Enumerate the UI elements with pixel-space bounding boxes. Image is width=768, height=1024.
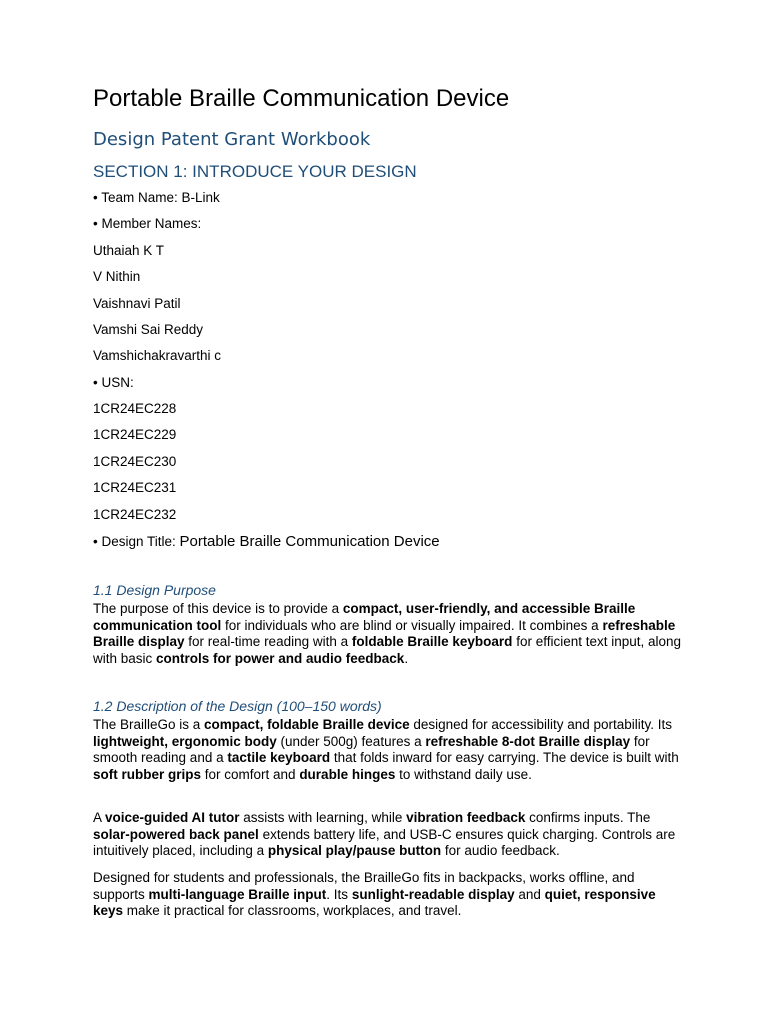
text-run: Designed for students and professionals, the BrailleGo fits in backpacks, works offline, and supports — [93, 870, 635, 902]
bold-run: tactile keyboard — [227, 750, 331, 766]
member-name: Vaishnavi Patil — [93, 296, 181, 311]
bold-run: refreshable Braille display — [93, 617, 676, 650]
bold-run: durable hinges — [299, 767, 396, 783]
usn-value: 1CR24EC232 — [93, 507, 177, 522]
bold-run: sunlight-readable display — [351, 886, 515, 902]
text-run: The purpose of this device is to provide a — [93, 601, 343, 616]
usn-value: 1CR24EC229 — [93, 427, 177, 442]
text-run: . Its — [326, 886, 352, 902]
member-name: Vamshichakravarthi c — [93, 348, 222, 363]
design-title-line — [93, 533, 440, 550]
bold-run: compact, foldable Braille device — [204, 717, 410, 732]
text-run: for efficient text input, along with basic — [93, 634, 682, 667]
description-paragraph-2 — [93, 810, 683, 860]
text-run: assists with learning, while — [239, 810, 407, 825]
bold-run: foldable Braille keyboard — [351, 634, 513, 650]
member-name: V Nithin — [93, 269, 141, 284]
text-run: extends battery life, and USB-C ensures quick charging. Controls are intuitively placed, including a — [93, 826, 676, 859]
text-run: (under 500g) features a — [276, 733, 426, 749]
bold-run: controls for power and audio feedback — [156, 651, 405, 667]
design-title-value: Portable Braille Communication Device — [179, 533, 440, 550]
text-run: for individuals who are blind or visually impaired. It combines a — [221, 617, 603, 633]
member-name: Vamshi Sai Reddy — [93, 322, 204, 337]
bold-run: solar-powered back panel — [93, 826, 259, 842]
usn-value: 1CR24EC231 — [93, 480, 177, 495]
text-run: and — [514, 886, 545, 902]
text-run: designed for accessibility and portability. Its — [409, 717, 673, 732]
bold-run: compact, user-friendly, and accessible Braille communication tool — [93, 601, 636, 633]
team-name-line: • Team Name: B-Link — [93, 190, 220, 205]
bold-run: multi-language Braille input — [148, 886, 327, 902]
bold-run: refreshable 8-dot Braille display — [425, 733, 631, 749]
bold-run: quiet, responsive keys — [93, 886, 656, 919]
usn-value: 1CR24EC230 — [93, 454, 177, 469]
text-run: for real-time reading with a — [184, 634, 352, 650]
bold-run: lightweight, ergonomic body — [93, 733, 277, 749]
description-paragraph-3 — [93, 870, 683, 920]
design-purpose-paragraph — [93, 601, 683, 668]
design-title-label: • Design Title: — [93, 534, 180, 549]
text-run: for audio feedback. — [441, 843, 560, 859]
text-run: for smooth reading and a — [93, 733, 650, 766]
text-run: make it practical for classrooms, workplaces, and travel. — [123, 903, 462, 919]
text-run: A — [93, 810, 106, 825]
text-run: that folds inward for easy carrying. The device is built with — [330, 750, 679, 766]
description-paragraph-1 — [93, 717, 683, 784]
usn-label: • USN: — [93, 375, 134, 390]
member-name: Uthaiah K T — [93, 243, 165, 258]
description-heading: 1.2 Description of the Design (100–150 words) — [93, 698, 382, 714]
text-run: for comfort and — [201, 767, 300, 783]
text-run: . — [404, 651, 409, 667]
design-purpose-heading: 1.1 Design Purpose — [93, 582, 216, 598]
bold-run: soft rubber grips — [93, 767, 202, 783]
document-subtitle: Design Patent Grant Workbook — [93, 129, 371, 150]
bold-run: physical play/pause button — [267, 843, 442, 859]
bold-run: voice-guided AI tutor — [105, 810, 240, 825]
member-names-label: • Member Names: — [93, 216, 202, 231]
text-run: to withstand daily use. — [395, 767, 532, 783]
section-1-heading: SECTION 1: INTRODUCE YOUR DESIGN — [93, 162, 417, 181]
document-title: Portable Braille Communication Device — [93, 85, 510, 112]
text-run: confirms inputs. The — [525, 810, 651, 825]
usn-value: 1CR24EC228 — [93, 401, 177, 416]
text-run: The BrailleGo is a — [93, 717, 205, 732]
bold-run: vibration feedback — [406, 810, 526, 825]
